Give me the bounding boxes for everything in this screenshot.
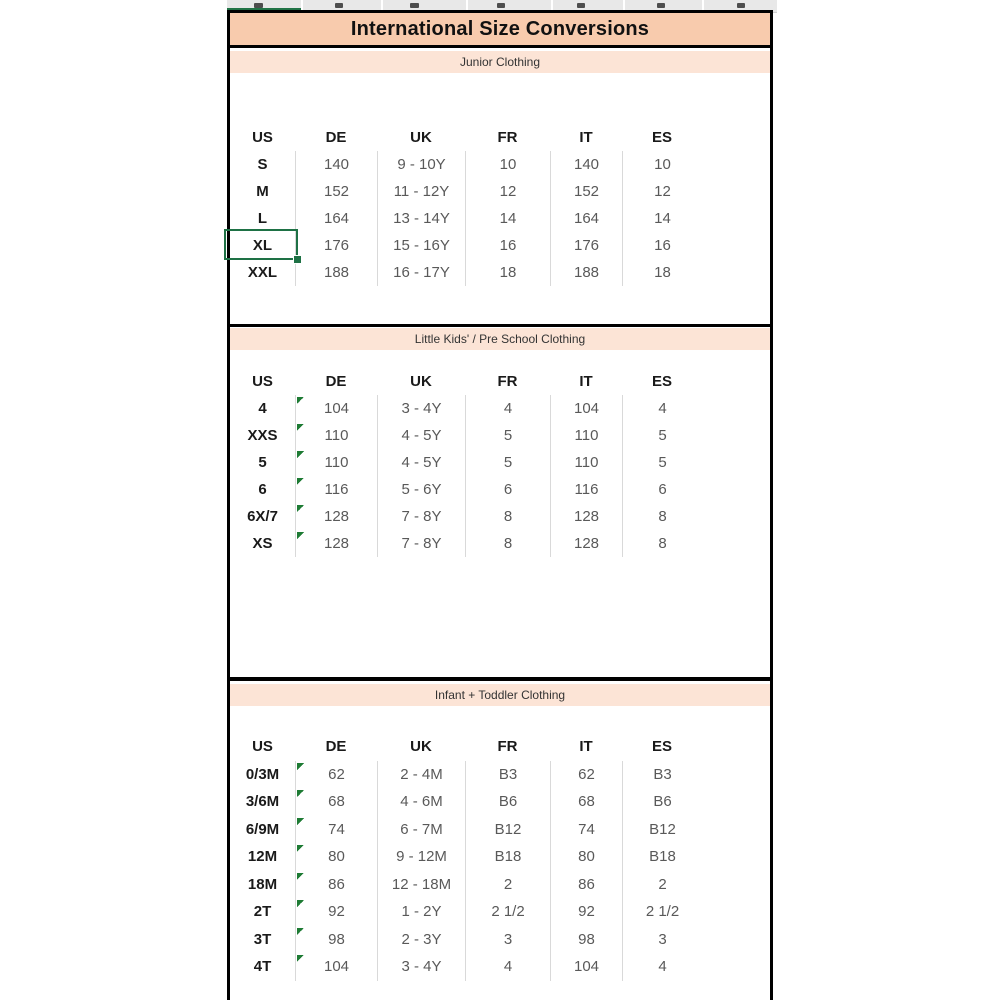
data-cell[interactable]: 74 — [295, 816, 377, 844]
empty-cell — [702, 733, 770, 761]
section-header-junior[interactable] — [230, 51, 770, 73]
empty-cell — [702, 124, 770, 151]
column-letter-fragment — [335, 3, 343, 8]
data-cell[interactable]: 5 — [622, 449, 702, 476]
data-cell[interactable]: 5 — [622, 422, 702, 449]
data-cell[interactable]: 4 — [465, 395, 550, 422]
data-cell[interactable]: 10 — [622, 151, 702, 178]
row-label-cell[interactable]: 3T — [253, 930, 272, 948]
data-cell[interactable]: 80 — [295, 843, 377, 871]
data-cell[interactable]: 110 — [550, 422, 622, 449]
column-header-cell[interactable]: DE — [325, 738, 347, 756]
empty-cell — [702, 761, 770, 789]
column-letter-fragment — [577, 3, 585, 8]
row-label-cell[interactable]: XS — [252, 535, 273, 552]
data-cell[interactable]: 12 - 18M — [377, 871, 465, 899]
data-cell[interactable]: 3 — [622, 926, 702, 954]
empty-cell — [702, 926, 770, 954]
data-cell[interactable]: 8 — [465, 530, 550, 557]
empty-cell — [702, 503, 770, 530]
empty-cell — [702, 476, 770, 503]
data-cell[interactable]: 4 - 5Y — [377, 449, 465, 476]
empty-cell — [702, 953, 770, 981]
data-cell[interactable]: 116 — [550, 476, 622, 503]
data-cell[interactable]: 68 — [550, 788, 622, 816]
data-cell[interactable]: 2 1/2 — [465, 898, 550, 926]
empty-cell — [702, 395, 770, 422]
section-header-label: Little Kids' / Pre School Clothing — [414, 332, 586, 346]
empty-cell — [702, 205, 770, 232]
empty-cell — [702, 368, 770, 395]
row-label-cell[interactable]: 4 — [258, 400, 267, 417]
data-cell[interactable]: 8 — [622, 530, 702, 557]
column-header-cell[interactable]: UK — [410, 373, 432, 390]
conversion-sheet — [227, 10, 773, 1000]
error-indicator-icon — [297, 818, 304, 825]
table-little-kids — [230, 368, 770, 557]
sheet-title-cell[interactable] — [227, 10, 773, 48]
data-cell[interactable]: 92 — [295, 898, 377, 926]
error-indicator-icon — [297, 873, 304, 880]
data-cell[interactable]: B18 — [622, 843, 702, 871]
data-cell[interactable]: 128 — [550, 503, 622, 530]
data-cell[interactable]: 14 — [465, 205, 550, 232]
data-cell[interactable]: 152 — [295, 178, 377, 205]
data-cell[interactable]: 5 — [465, 449, 550, 476]
column-header-cell[interactable]: ES — [651, 738, 672, 756]
data-cell[interactable]: 188 — [550, 259, 622, 286]
data-cell[interactable]: 2 - 4M — [377, 761, 465, 789]
data-cell[interactable]: 3 - 4Y — [377, 395, 465, 422]
data-cell[interactable]: 74 — [550, 816, 622, 844]
column-letter-fragment — [497, 3, 505, 8]
empty-cell — [702, 178, 770, 205]
empty-cell — [702, 422, 770, 449]
data-cell[interactable]: 116 — [295, 476, 377, 503]
error-indicator-icon — [297, 900, 304, 907]
column-header-cell[interactable]: UK — [410, 738, 432, 756]
empty-cell — [702, 151, 770, 178]
data-cell[interactable]: 9 - 10Y — [377, 151, 465, 178]
row-label-cell[interactable]: 3/6M — [245, 793, 280, 811]
data-cell[interactable]: 3 — [465, 926, 550, 954]
data-cell[interactable]: 8 — [465, 503, 550, 530]
data-cell[interactable]: 110 — [295, 449, 377, 476]
data-cell[interactable]: 128 — [295, 530, 377, 557]
row-label-cell[interactable]: S — [257, 156, 268, 173]
data-cell[interactable]: 2 - 3Y — [377, 926, 465, 954]
data-cell[interactable]: 4 — [465, 953, 550, 981]
empty-cell — [702, 788, 770, 816]
column-header-cell[interactable]: US — [252, 738, 273, 756]
data-cell[interactable]: 104 — [295, 953, 377, 981]
empty-cell — [702, 449, 770, 476]
column-letter-fragment — [657, 3, 665, 8]
error-indicator-icon — [297, 790, 304, 797]
section-header-label: Infant + Toddler Clothing — [434, 688, 566, 702]
error-indicator-icon — [297, 955, 304, 962]
data-cell[interactable]: 4 — [622, 395, 702, 422]
column-header-cell[interactable]: DE — [325, 129, 347, 146]
data-cell[interactable]: 16 - 17Y — [377, 259, 465, 286]
data-cell[interactable]: 164 — [550, 205, 622, 232]
data-cell[interactable]: 140 — [550, 151, 622, 178]
data-cell[interactable]: 128 — [550, 530, 622, 557]
column-header-cell[interactable]: US — [252, 129, 273, 146]
data-cell[interactable]: 9 - 12M — [377, 843, 465, 871]
data-cell[interactable]: 176 — [295, 232, 377, 259]
column-header-cell[interactable]: IT — [579, 373, 593, 390]
data-cell[interactable]: 15 - 16Y — [377, 232, 465, 259]
data-cell[interactable]: 13 - 14Y — [377, 205, 465, 232]
data-cell[interactable]: 6 — [465, 476, 550, 503]
error-indicator-icon — [297, 928, 304, 935]
row-label-cell[interactable]: 12M — [247, 848, 278, 866]
data-cell[interactable]: 86 — [295, 871, 377, 899]
data-cell[interactable]: 62 — [550, 761, 622, 789]
table-junior — [230, 124, 770, 286]
data-cell[interactable]: 2 — [622, 871, 702, 899]
data-cell[interactable]: 12 — [465, 178, 550, 205]
data-cell[interactable]: 7 - 8Y — [377, 530, 465, 557]
column-header-cell[interactable]: FR — [497, 738, 518, 756]
page-title: International Size Conversions — [350, 17, 650, 40]
data-cell[interactable]: 6 - 7M — [377, 816, 465, 844]
column-letter-fragment — [410, 3, 419, 8]
column-header-cell[interactable]: IT — [579, 129, 593, 146]
data-cell[interactable]: 104 — [550, 953, 622, 981]
error-indicator-icon — [297, 845, 304, 852]
row-label-cell[interactable]: M — [256, 183, 269, 200]
row-label-cell[interactable]: XXL — [247, 264, 278, 281]
section-header-little-kids[interactable] — [230, 328, 770, 350]
data-cell[interactable]: 10 — [465, 151, 550, 178]
data-cell[interactable]: 68 — [295, 788, 377, 816]
data-cell[interactable]: B3 — [622, 761, 702, 789]
section-header-label: Junior Clothing — [459, 55, 541, 69]
data-cell[interactable]: 16 — [465, 232, 550, 259]
data-cell[interactable]: B12 — [622, 816, 702, 844]
data-cell[interactable]: 62 — [295, 761, 377, 789]
row-label-cell[interactable]: 18M — [247, 875, 278, 893]
data-cell[interactable]: B12 — [465, 816, 550, 844]
data-cell[interactable]: 8 — [622, 503, 702, 530]
data-cell[interactable]: B18 — [465, 843, 550, 871]
error-indicator-icon — [297, 451, 304, 458]
data-cell[interactable]: 18 — [465, 259, 550, 286]
data-cell[interactable]: 5 — [465, 422, 550, 449]
data-cell[interactable]: 80 — [550, 843, 622, 871]
column-header-cell[interactable]: FR — [497, 373, 518, 390]
error-indicator-icon — [297, 478, 304, 485]
data-cell[interactable]: 7 - 8Y — [377, 503, 465, 530]
error-indicator-icon — [297, 763, 304, 770]
data-cell[interactable]: 12 — [622, 178, 702, 205]
column-header-cell[interactable]: FR — [497, 129, 518, 146]
data-cell[interactable]: 98 — [550, 926, 622, 954]
data-cell[interactable]: 3 - 4Y — [377, 953, 465, 981]
section-border — [227, 677, 773, 681]
empty-cell — [702, 530, 770, 557]
empty-cell — [702, 898, 770, 926]
data-cell[interactable]: 5 - 6Y — [377, 476, 465, 503]
empty-cell — [702, 871, 770, 899]
data-cell[interactable]: B6 — [465, 788, 550, 816]
data-cell[interactable]: 11 - 12Y — [377, 178, 465, 205]
data-cell[interactable]: B3 — [465, 761, 550, 789]
column-header-cell[interactable]: IT — [579, 738, 593, 756]
error-indicator-icon — [297, 424, 304, 431]
column-header-cell[interactable]: DE — [325, 373, 347, 390]
error-indicator-icon — [297, 505, 304, 512]
empty-cell — [702, 816, 770, 844]
data-cell[interactable]: 1 - 2Y — [377, 898, 465, 926]
row-label-cell[interactable]: 6/9M — [245, 820, 280, 838]
data-cell[interactable]: 4 — [622, 953, 702, 981]
table-infant-toddler — [230, 733, 770, 981]
data-cell[interactable]: 164 — [295, 205, 377, 232]
error-indicator-icon — [297, 532, 304, 539]
row-label-cell[interactable]: XXS — [247, 427, 278, 444]
data-cell[interactable]: 92 — [550, 898, 622, 926]
data-cell[interactable]: 188 — [295, 259, 377, 286]
empty-cell — [702, 843, 770, 871]
data-cell[interactable]: 86 — [550, 871, 622, 899]
data-cell[interactable]: 176 — [550, 232, 622, 259]
data-cell[interactable]: 16 — [622, 232, 702, 259]
row-label-cell[interactable]: XL — [252, 237, 273, 254]
data-cell[interactable]: 140 — [295, 151, 377, 178]
row-label-cell[interactable]: L — [257, 210, 268, 227]
column-header-cell[interactable]: ES — [651, 129, 672, 146]
data-cell[interactable]: 18 — [622, 259, 702, 286]
data-cell[interactable]: B6 — [622, 788, 702, 816]
section-header-infant-toddler[interactable] — [230, 684, 770, 706]
data-cell[interactable]: 128 — [295, 503, 377, 530]
data-cell[interactable]: 6 — [622, 476, 702, 503]
empty-cell — [702, 232, 770, 259]
data-cell[interactable]: 104 — [550, 395, 622, 422]
column-letter-fragment — [737, 3, 745, 8]
data-cell[interactable]: 110 — [550, 449, 622, 476]
data-cell[interactable]: 2 1/2 — [622, 898, 702, 926]
row-label-cell[interactable]: 6 — [258, 481, 267, 498]
data-cell[interactable]: 152 — [550, 178, 622, 205]
data-cell[interactable]: 98 — [295, 926, 377, 954]
row-label-cell[interactable]: 5 — [258, 454, 267, 471]
data-cell[interactable]: 4 - 6M — [377, 788, 465, 816]
data-cell[interactable]: 4 - 5Y — [377, 422, 465, 449]
column-header-cell[interactable]: US — [252, 373, 273, 390]
row-label-cell[interactable]: 2T — [253, 903, 272, 921]
section-border — [227, 324, 773, 327]
data-cell[interactable]: 2 — [465, 871, 550, 899]
empty-cell — [702, 259, 770, 286]
error-indicator-icon — [297, 397, 304, 404]
row-label-cell[interactable]: 0/3M — [245, 765, 280, 783]
column-header-cell[interactable]: ES — [651, 373, 672, 390]
data-cell[interactable]: 104 — [295, 395, 377, 422]
data-cell[interactable]: 110 — [295, 422, 377, 449]
row-label-cell[interactable]: 6X/7 — [247, 508, 278, 525]
row-label-cell[interactable]: 4T — [253, 958, 272, 976]
data-cell[interactable]: 14 — [622, 205, 702, 232]
column-header-cell[interactable]: UK — [410, 129, 432, 146]
